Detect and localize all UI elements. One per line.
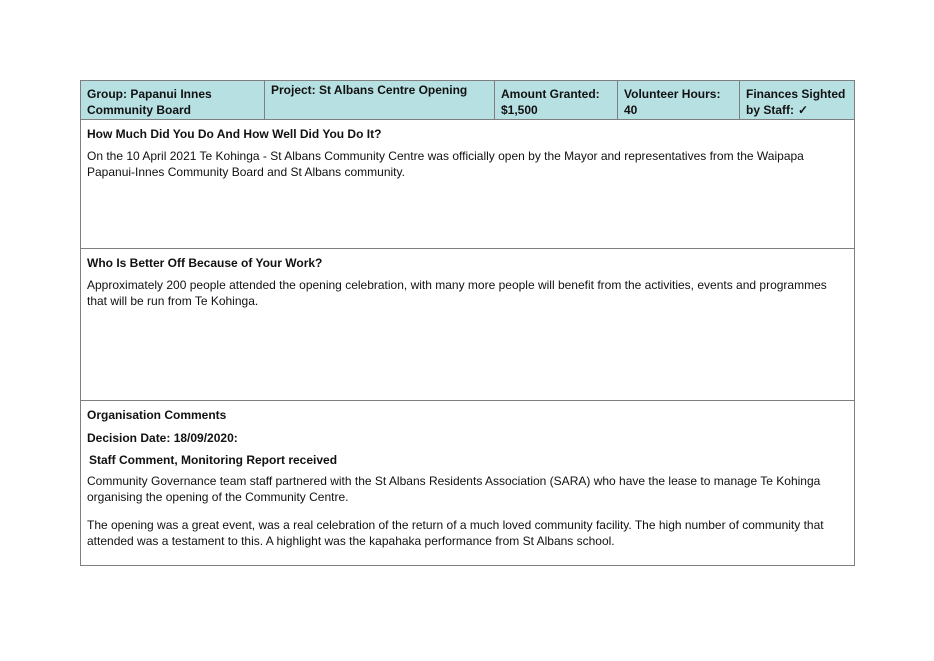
project-cell: Project: St Albans Centre Opening — [265, 81, 495, 119]
volunteer-hours-cell: Volunteer Hours: 40 — [618, 81, 740, 119]
org-comments-heading: Organisation Comments — [87, 408, 227, 422]
decision-date: Decision Date: 18/09/2020: — [87, 431, 238, 445]
how-much-body: On the 10 April 2021 Te Kohinga - St Albans Community Centre was officially open by the Mayor and representatives from the Waipapa Papanui-Innes Community Board and St Albans community. — [87, 149, 804, 179]
better-off-section — [81, 249, 854, 401]
amount-granted-cell: Amount Granted: $1,500 — [495, 81, 618, 119]
monitoring-report-table — [80, 80, 855, 566]
finances-sighted-label: Finances Sighted by Staff: — [746, 87, 846, 117]
better-off-body: Approximately 200 people attended the opening celebration, with many more people will benefit from the activities, events and programmes that will be run from Te Kohinga. — [87, 278, 827, 308]
group-cell: Group: Papanui Innes Community Board — [81, 81, 265, 119]
finances-sighted-cell — [740, 81, 854, 119]
report-header-row — [81, 81, 854, 120]
org-comment-paragraph-2: The opening was a great event, was a real celebration of the return of a much loved community facility. The high number of community that attended was a testament to this. A highlight was the kapahaka performance from St Albans school. — [87, 518, 824, 548]
org-comment-paragraph-1: Community Governance team staff partnered with the St Albans Residents Association (SARA) who have the lease to manage Te Kohinga organising the opening of the Community Centre. — [87, 474, 821, 504]
how-much-heading: How Much Did You Do And How Well Did You Do It? — [87, 127, 382, 141]
checkmark-icon: ✓ — [798, 103, 809, 117]
organisation-comments-section — [81, 401, 854, 565]
better-off-heading: Who Is Better Off Because of Your Work? — [87, 256, 323, 270]
staff-comment-heading: Staff Comment, Monitoring Report received — [89, 453, 338, 467]
how-much-section — [81, 120, 854, 249]
